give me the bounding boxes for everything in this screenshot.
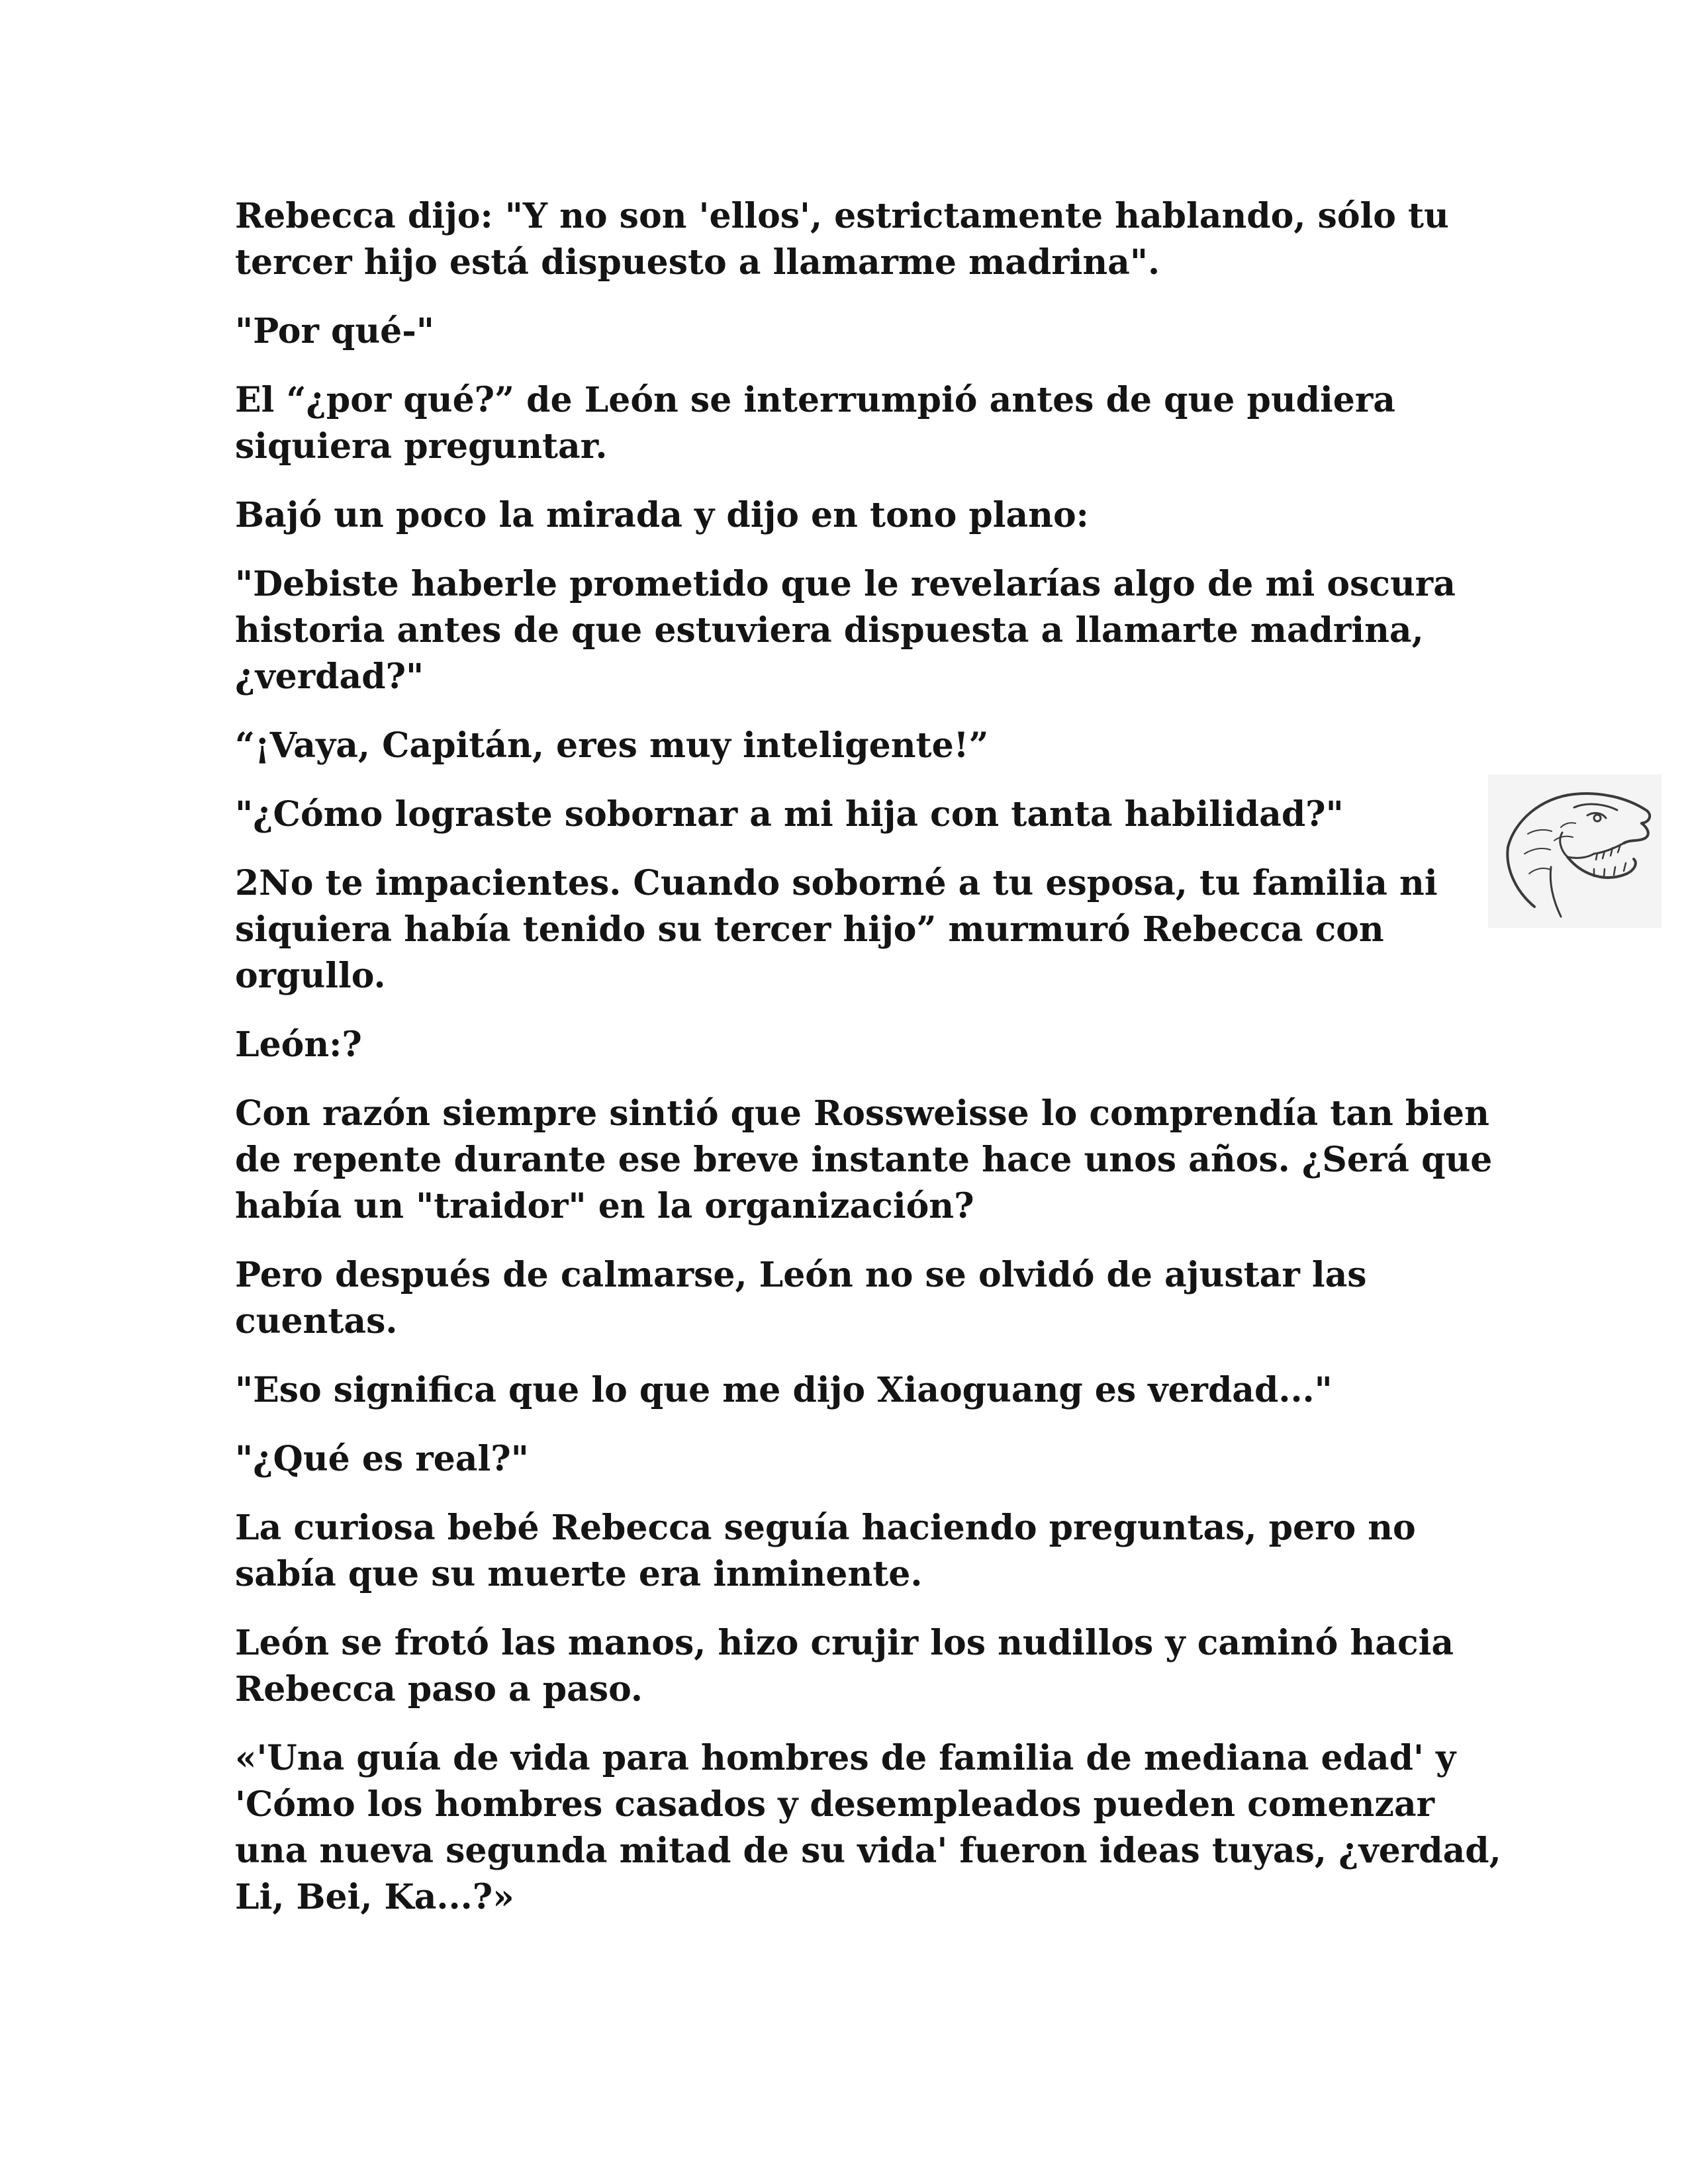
paragraph: Rebecca dijo: "Y no son 'ellos', estrictamente hablando, sólo tu tercer hijo está dispuesto a llamarme madrina".	[235, 196, 1449, 283]
paragraph: «'Una guía de vida para hombres de familia de mediana edad' y 'Cómo los hombres casados y desempleados pueden comenzar una nueva segunda mitad de su vida' fueron ideas tuyas, ¿verdad, Li, Bei, Ka...?»	[235, 1738, 1501, 1917]
paragraph: “¡Vaya, Capitán, eres muy inteligente!”	[235, 725, 989, 766]
dinosaur-head-sketch-icon	[1488, 774, 1662, 928]
paragraph: El “¿por qué?” de León se interrumpió antes de que pudiera siquiera preguntar.	[235, 380, 1395, 467]
paragraph: Bajó un poco la mirada y dijo en tono plano:	[235, 495, 1089, 535]
paragraph: León:?	[235, 1024, 362, 1065]
document-body	[235, 193, 1506, 1943]
paragraph: Pero después de calmarse, León no se olvidó de ajustar las cuentas.	[235, 1255, 1367, 1342]
paragraph: "¿Qué es real?"	[235, 1439, 529, 1479]
paragraph: 2No te impacientes. Cuando soborné a tu esposa, tu familia ni siquiera había tenido su tercer hijo” murmuró Rebecca con orgullo.	[235, 863, 1438, 996]
paragraph: "Debiste haberle prometido que le revelarías algo de mi oscura historia antes de que estuviera dispuesta a llamarte madrina, ¿verdad?"	[235, 564, 1456, 697]
paragraph: Con razón siempre sintió que Rossweisse lo comprendía tan bien de repente durante ese breve instante hace unos años. ¿Será que había un "traidor" en la organización?	[235, 1093, 1493, 1226]
paragraph: "Por qué-"	[235, 311, 434, 351]
paragraph: "¿Cómo lograste sobornar a mi hija con tanta habilidad?"	[235, 794, 1344, 835]
paragraph: La curiosa bebé Rebecca seguía haciendo preguntas, pero no sabía que su muerte era inminente.	[235, 1508, 1416, 1594]
paragraph: "Eso significa que lo que me dijo Xiaoguang es verdad..."	[235, 1370, 1333, 1410]
paragraph: León se frotó las manos, hizo crujir los nudillos y caminó hacia Rebecca paso a paso.	[235, 1623, 1454, 1709]
